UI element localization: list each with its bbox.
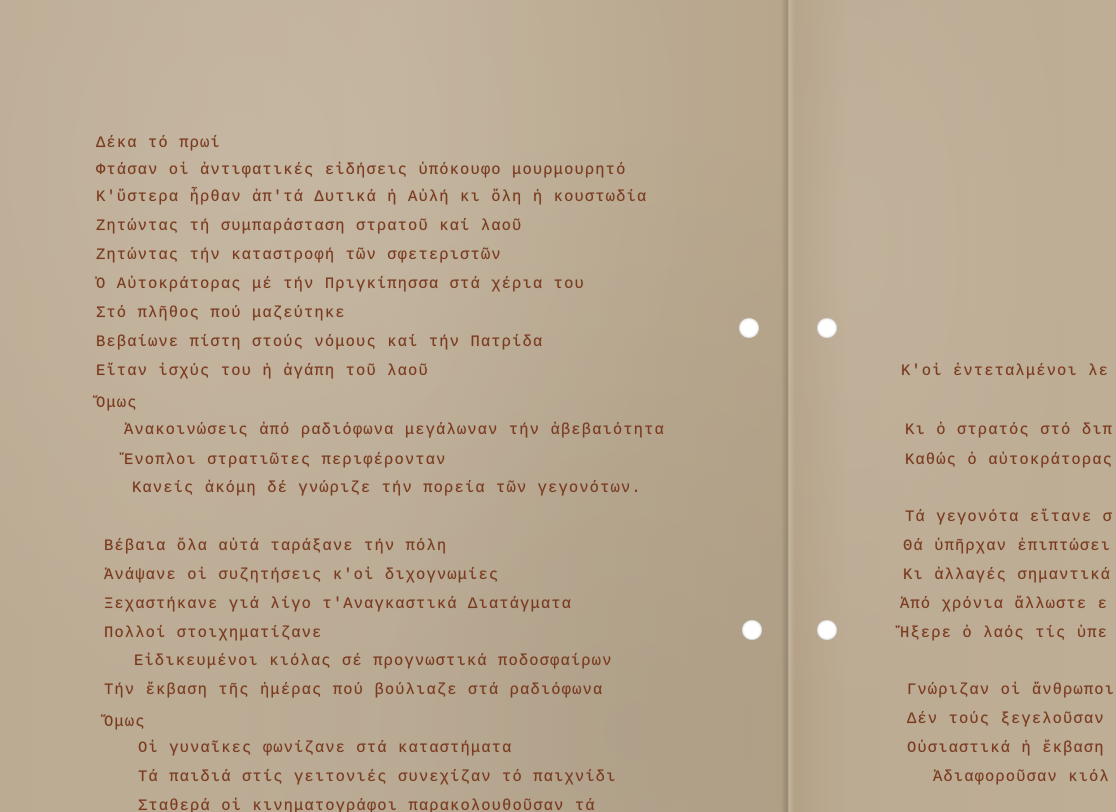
punch-hole xyxy=(742,620,762,640)
text-line: Τήν ἔκβαση τῆς ἡμέρας πού βούλιαζε στά ραδιόφωνα xyxy=(104,681,604,699)
text-line: Ξεχαστήκανε γιά λίγο τ'Αναγκαστικά Διατάγματα xyxy=(104,595,573,613)
right-page xyxy=(790,0,1116,812)
text-line: Κ'οἱ ἐντεταλμένοι λε xyxy=(901,362,1110,380)
text-line: Γνώριζαν οἱ ἄνθρωποι xyxy=(907,681,1116,699)
text-line: Κανείς ἀκόμη δέ γνώριζε τήν πορεία τῶν γεγονότων. xyxy=(132,479,642,497)
text-line: Τά παιδιά στίς γειτονιές συνεχίζαν τό παιχνίδι xyxy=(138,768,617,786)
text-line: Ὅμως xyxy=(96,394,138,412)
text-line: Στό πλῆθος πού μαζεύτηκε xyxy=(96,304,346,322)
text-line: Δέν τούς ξεγελοῦσαν xyxy=(907,710,1105,728)
text-line: Φτάσαν οἱ ἀντιφατικές εἰδήσεις ὑπόκουφο μουρμουρητό xyxy=(96,161,627,179)
text-line: Ὁ Αὐτοκράτορας μέ τήν Πριγκίπησσα στά χέρια του xyxy=(96,275,585,293)
text-line: Ὅμως xyxy=(104,713,146,731)
text-line: Σταθερά οἱ κινηματογράφοι παρακολουθοῦσαν τά xyxy=(138,797,596,812)
text-line: Θά ὑπῆρχαν ἐπιπτώσει xyxy=(903,537,1112,555)
text-line: Ἀνακοινώσεις ἀπό ραδιόφωνα μεγάλωναν τήν ἀβεβαιότητα xyxy=(124,421,665,439)
text-line: Βεβαίωνε πίστη στούς νόμους καί τήν Πατρίδα xyxy=(96,333,544,351)
text-line: Ἀπό χρόνια ἄλλωστε ε xyxy=(900,595,1109,613)
text-line: Ἔνοπλοι στρατιῶτες περιφέρονταν xyxy=(124,451,447,469)
text-line: Κι ὁ στρατός στό διπ xyxy=(905,421,1114,439)
punch-hole xyxy=(739,318,759,338)
punch-hole xyxy=(817,318,837,338)
text-line: Καθώς ὁ αὐτοκράτορας xyxy=(905,451,1114,469)
text-line: Κι ἀλλαγές σημαντικά xyxy=(903,566,1112,584)
text-line: Ζητώντας τήν καταστροφή τῶν σφετεριστῶν xyxy=(96,246,502,264)
text-line: Τά γεγονότα εἴτανε σ xyxy=(905,508,1114,526)
text-line: Οὐσιαστικά ἡ ἔκβαση xyxy=(907,739,1105,757)
text-line: Ἤξερε ὁ λαός τίς ὑπε xyxy=(900,624,1109,642)
text-line: Οἱ γυναῖκες φωνίζανε στά καταστήματα xyxy=(138,739,513,757)
text-line: Κ'ὕστερα ἦρθαν ἀπ'τά Δυτικά ἡ Αὐλή κι ὅλη ἡ κουστωδία xyxy=(96,188,648,206)
text-line: Ζητώντας τή συμπαράσταση στρατοῦ καί λαοῦ xyxy=(96,217,523,235)
punch-hole xyxy=(817,620,837,640)
text-line: Ἀνάψανε οἱ συζητήσεις κ'οἱ διχογνωμίες xyxy=(104,566,500,584)
text-line: Βέβαια ὅλα αὐτά ταράξανε τήν πόλη xyxy=(104,537,448,555)
text-line: Εἰδικευμένοι κιόλας σέ προγνωστικά ποδοσφαίρων xyxy=(134,652,613,670)
text-line: Δέκα τό πρωί xyxy=(96,134,221,152)
text-line: Εἴταν ἰσχύς του ἡ ἀγάπη τοῦ λαοῦ xyxy=(96,362,429,380)
text-line: Πολλοί στοιχηματίζανε xyxy=(104,624,323,642)
text-line: Ἀδιαφοροῦσαν κιόλ xyxy=(933,768,1110,786)
page-fold xyxy=(781,0,795,812)
